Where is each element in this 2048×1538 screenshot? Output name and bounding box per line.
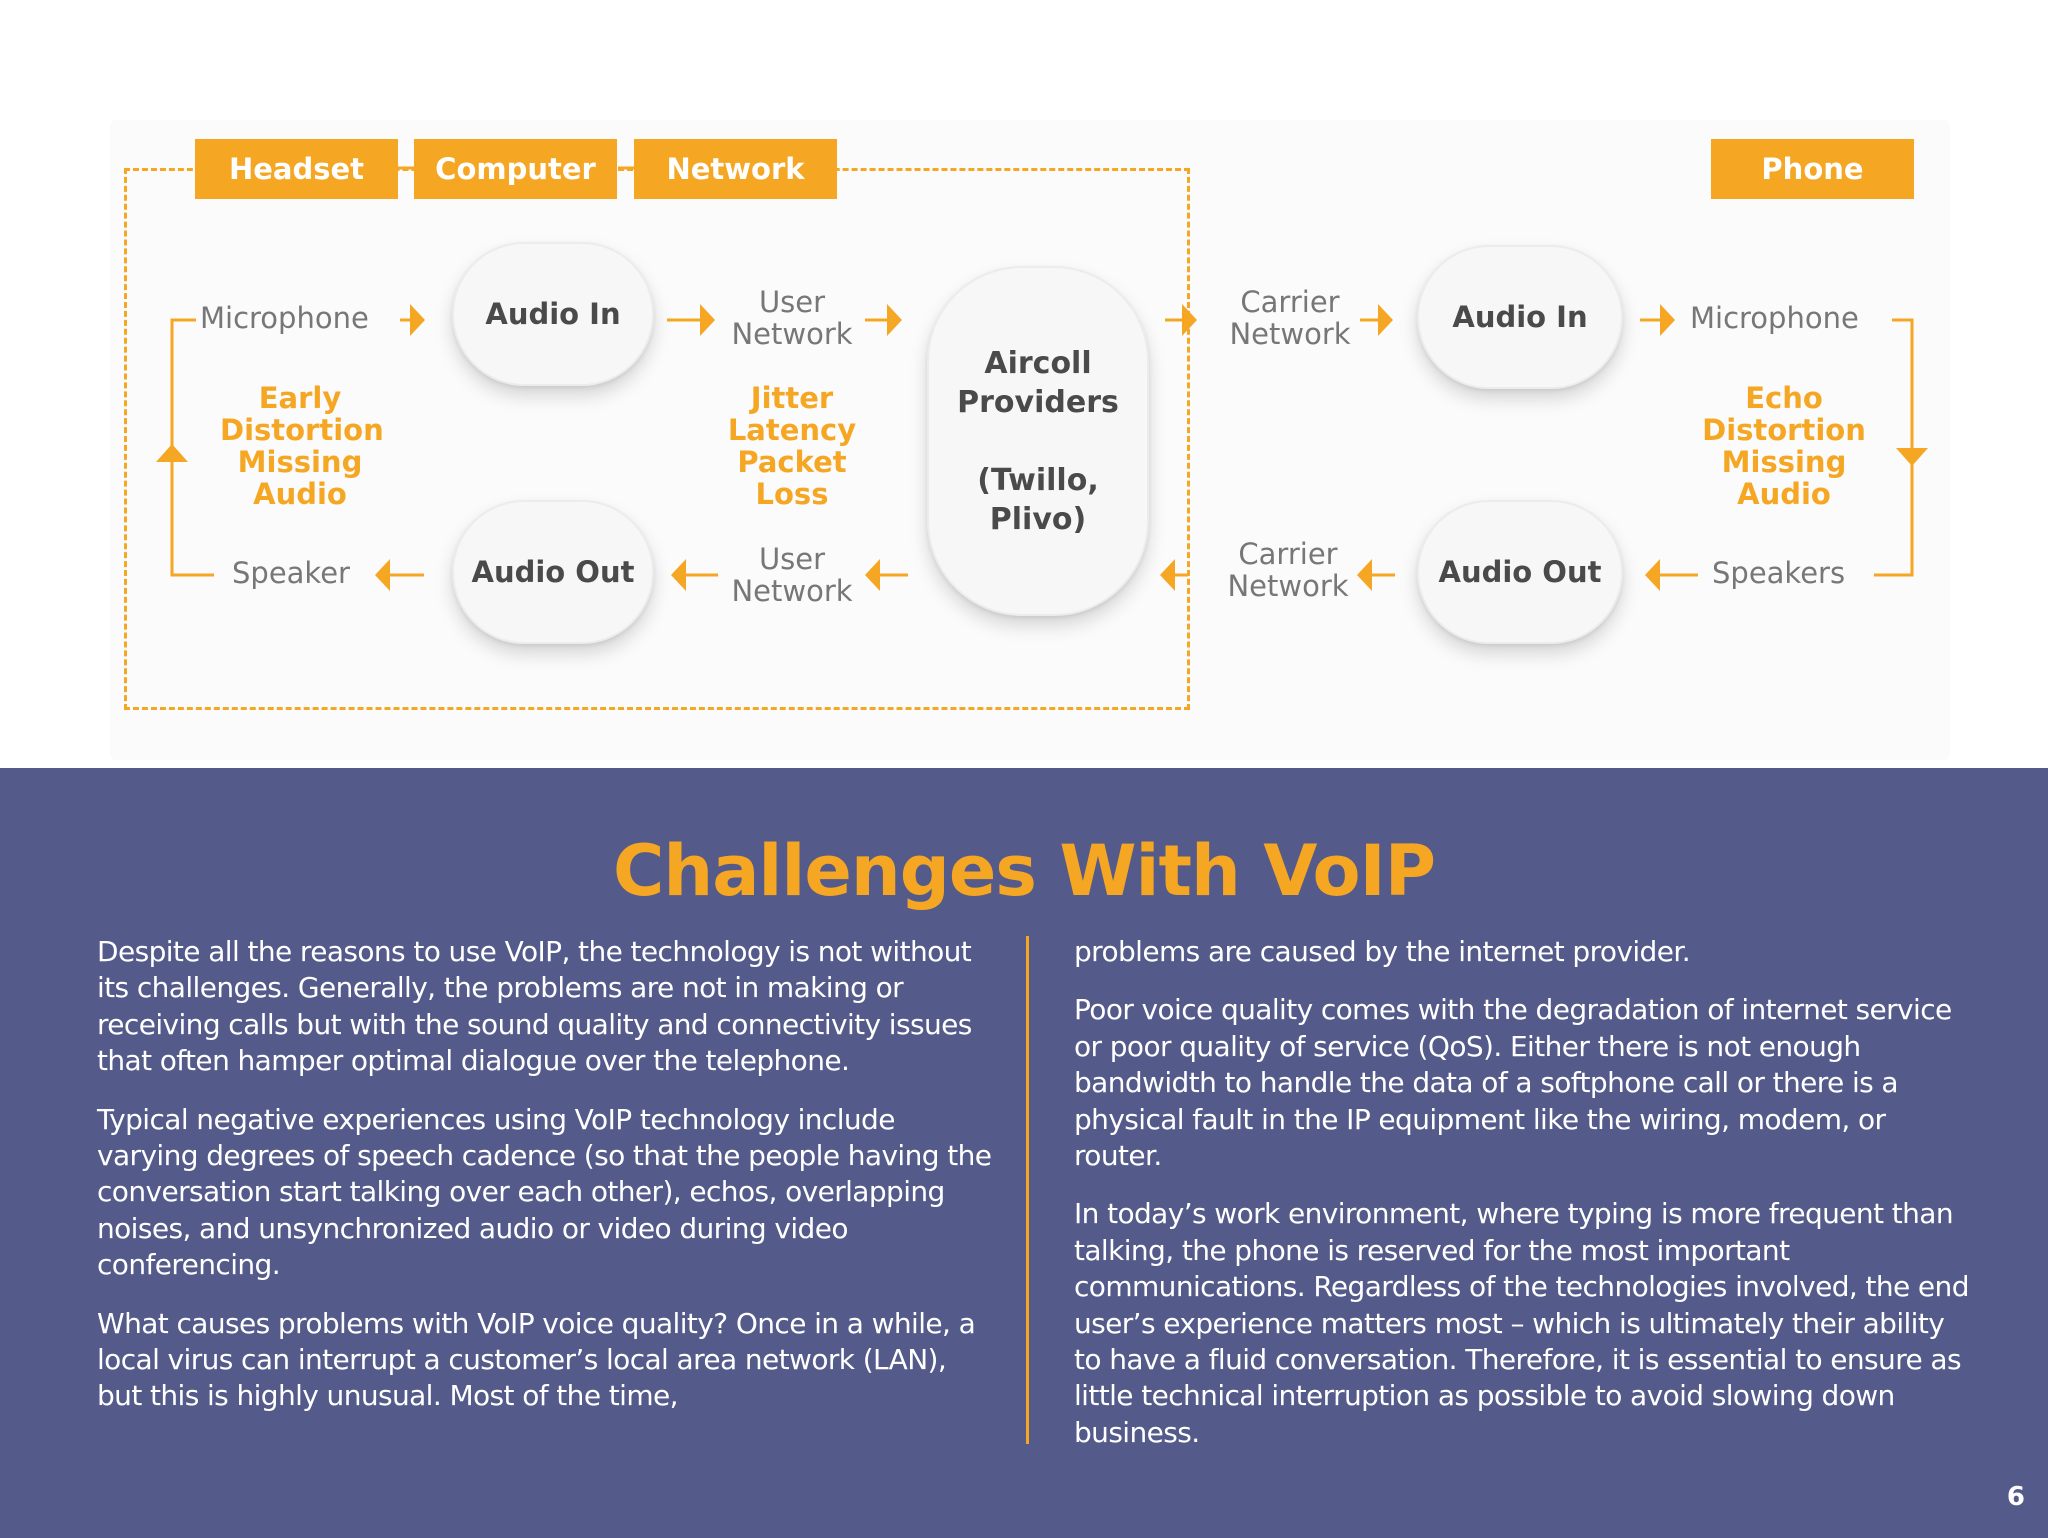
label-user-network-top: User Network [731, 285, 853, 351]
page-number: 6 [2006, 1482, 2025, 1512]
arrow-down-icon [1896, 448, 1928, 466]
issues-right: Echo Distortion Missing Audio [1702, 381, 1866, 511]
arrow-up-icon [156, 444, 188, 462]
label-microphone-right: Microphone [1690, 301, 1859, 335]
tag-headset: Headset [195, 139, 398, 199]
paragraph: Typical negative experiences using VoIP technology include varying degrees of speech cadence (so that the people having the conversation start talking over each other), echos, overlapping noises, and unsynchronized audio or video during video conferencing. [97, 1102, 992, 1282]
arrow-icon [410, 304, 425, 336]
paragraph: What causes problems with VoIP voice quality? Once in a while, a local virus can interrupt a customer’s local area network (LAN), but this is highly unusual. Most of the time, [97, 1306, 976, 1413]
label-carrier-network-top: Carrier Network [1229, 285, 1351, 351]
arrow-icon [1160, 559, 1175, 591]
audio-out-right: Audio Out [1417, 500, 1623, 644]
arrow-icon [375, 559, 390, 591]
tag-computer: Computer [414, 139, 617, 199]
audio-in-left: Audio In [452, 242, 654, 386]
tag-network: Network [634, 139, 837, 199]
paragraph: Despite all the reasons to use VoIP, the technology is not without its challenges. Generally, the problems are not in making or receiving calls but with the sound quality and connectivity issues that often hamper optimal dialogue over the telephone. [97, 935, 972, 1078]
issues-network: Jitter Latency Packet Loss [727, 381, 857, 511]
voip-flow-diagram [0, 0, 2048, 768]
challenges-section [0, 768, 2048, 1538]
label-microphone-left: Microphone [200, 301, 369, 335]
audio-in-right: Audio In [1417, 245, 1623, 389]
audio-out-left: Audio Out [452, 500, 654, 644]
paragraph: Poor voice quality comes with the degradation of internet service or poor quality of service (QoS). Either there is not enough bandwidth to handle the data of a softphone call or there is a physical fault in the IP equipment like the wiring, modem, or router. [1074, 993, 1952, 1173]
arrow-icon [887, 304, 902, 336]
label-speakers-right: Speakers [1712, 556, 1846, 590]
arrow-icon [1378, 304, 1393, 336]
arrow-icon [1182, 304, 1197, 336]
issues-left: Early Distortion Missing Audio [220, 381, 384, 511]
arrow-icon [1660, 304, 1675, 336]
paragraph: problems are caused by the internet provider. [1074, 935, 1691, 968]
arrow-icon [671, 559, 686, 591]
left-column [97, 934, 997, 1437]
paragraph: In today’s work environment, where typing is more frequent than talking, the phone is reserved for the most important communications. Regardless of the technologies involved, the end user’s experience matters most – which is ultimately their ability to have a fluid conversation. Therefore, it is essential to ensure as little technical interruption as possible to avoid slowing down business. [1074, 1197, 1969, 1449]
aircoll-providers-node: Aircoll Providers (Twillo, Plivo) [927, 266, 1149, 616]
arrow-icon [1645, 559, 1660, 591]
label-carrier-network-bottom: Carrier Network [1227, 537, 1349, 603]
column-divider [1026, 936, 1029, 1444]
tag-phone: Phone [1711, 139, 1914, 199]
page-title: Challenges With VoIP [612, 830, 1436, 912]
right-column [1074, 934, 1974, 1473]
label-speaker-left: Speaker [232, 556, 350, 590]
label-user-network-bottom: User Network [731, 542, 853, 608]
